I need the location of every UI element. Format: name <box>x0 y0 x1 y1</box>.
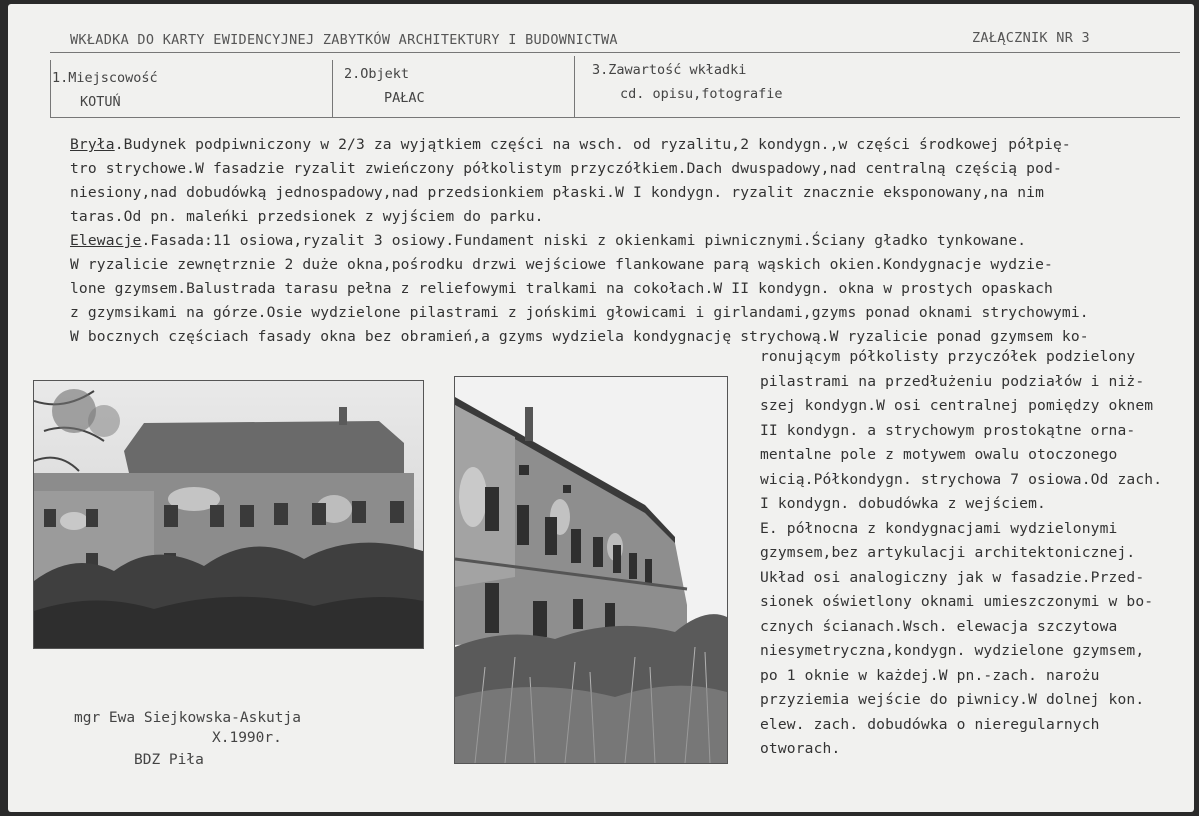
right-column-line: po 1 oknie w każdej.W pn.-zach. narożu <box>760 666 1100 684</box>
photo-palace-front <box>33 380 424 649</box>
body-line-5 <box>70 232 1026 249</box>
right-column-line: I kondygn. dobudówka z wejściem. <box>760 495 1046 512</box>
right-column-line: przyziemia wejście do piwnicy.W dolnej kon. <box>760 691 1145 708</box>
body-line-4: taras.Od pn. maleńki przedsionek z wyjściem do parku. <box>70 208 544 225</box>
body-line-8: z gzymsikami na górze.Osie wydzielone pilastrami z jońskimi głowicami i girlandami,gzyms ponad oknami strychowymi. <box>70 304 1089 321</box>
right-column-line: ronującym półkolisty przyczółek podzielony <box>760 348 1136 365</box>
right-column-line: gzymsem,bez artykulacji architektonicznej. <box>760 544 1136 561</box>
body-line-3: niesiony,nad dobudówką jednospadowy,nad przedsionkiem płaski.W I kondygn. ryzalit znacznie eksponowany,na nim <box>70 184 1045 201</box>
photo-palace-front-image <box>34 381 423 648</box>
body-line-2: tro strychowe.W fasadzie ryzalit zwieńczony półkolistym przyczółkiem.Dach dwuspadowy,nad centralną częścią pod- <box>70 160 1062 177</box>
right-column-line: szej kondygn.W osi centralnej pomiędzy oknem <box>760 397 1154 414</box>
field-label-object: 2.Objekt <box>344 66 410 82</box>
body-line-1 <box>70 136 1071 153</box>
right-column-line: pilastrami na przedłużeniu podziałów i niż- <box>760 372 1145 390</box>
signature-date: X.1990r. <box>212 730 282 746</box>
right-column-line: niesymetryczna,kondygn. wydzielone gzymsem, <box>760 642 1145 659</box>
table-divider-1 <box>50 60 51 118</box>
attachment-number: ZAŁĄCZNIK NR 3 <box>972 30 1090 46</box>
field-label-contents: 3.Zawartość wkładki <box>592 62 747 78</box>
photo-palace-side <box>454 376 728 764</box>
right-column-line: mentalne pole z motywem owalu otoczonego <box>760 446 1118 463</box>
right-column-line: II kondygn. a strychowym prostokątne orna- <box>760 421 1136 439</box>
document-title: WKŁADKA DO KARTY EWIDENCYJNEJ ZABYTKÓW ARCHITEKTURY I BUDOWNICTWA <box>70 32 618 48</box>
right-column-line: cznych ścianach.Wsch. elewacja szczytowa <box>760 617 1118 635</box>
body-line-5-text: .Fasada:11 osiowa,ryzalit 3 osiowy.Fundament niski z okienkami piwnicznymi.Ściany gładko tynkowane. <box>141 232 1027 249</box>
signature-office: BDZ Piła <box>134 752 204 768</box>
table-divider-2 <box>332 60 333 118</box>
right-column-line: sionek oświetlony oknami umieszczonymi w bo- <box>760 593 1154 610</box>
table-divider-3 <box>574 56 575 118</box>
right-column-line: otworach. <box>760 740 841 757</box>
body-line-7: lone gzymsem.Balustrada tarasu pełna z reliefowymi tralkami na cokołach.W II kondygn. okna w prostych opaskach <box>70 280 1053 297</box>
document-card <box>8 4 1194 812</box>
table-top-line <box>50 52 1180 53</box>
field-label-locality: 1.Miejscowość <box>52 70 158 86</box>
table-bottom-line <box>50 117 1180 118</box>
field-value-object: PAŁAC <box>384 90 425 106</box>
body-line-9: W bocznych częściach fasady okna bez obramień,a gzyms wydziela kondygnację strychową.W ryzalicie ponad gzymsem ko- <box>70 328 1089 345</box>
signature-author: mgr Ewa Siejkowska-Askutja <box>74 710 301 726</box>
heading-bryla: Bryła <box>70 136 115 153</box>
body-line-6: W ryzalicie zewnętrznie 2 duże okna,pośrodku drzwi wejściowe flankowane parą wąskich okien.Kondygnacje wydzie- <box>70 256 1053 273</box>
right-column-line: elew. zach. dobudówka o nieregularnych <box>760 715 1100 733</box>
body-line-1-text: .Budynek podpiwniczony w 2/3 za wyjątkiem części na wsch. od ryzalitu,2 kondygn.,w części środkowej półpię- <box>114 136 1071 153</box>
right-column-line: wicią.Półkondygn. strychowa 7 osiowa.Od zach. <box>760 470 1163 488</box>
field-value-locality: KOTUŃ <box>80 94 121 110</box>
field-value-contents: cd. opisu,fotografie <box>620 86 783 102</box>
heading-elewacje: Elewacje <box>70 232 142 249</box>
right-column-line: E. północna z kondygnacjami wydzielonymi <box>760 519 1118 537</box>
photo-palace-side-image <box>455 377 727 763</box>
right-column-line: Układ osi analogiczny jak w fasadzie.Przed- <box>760 568 1145 586</box>
